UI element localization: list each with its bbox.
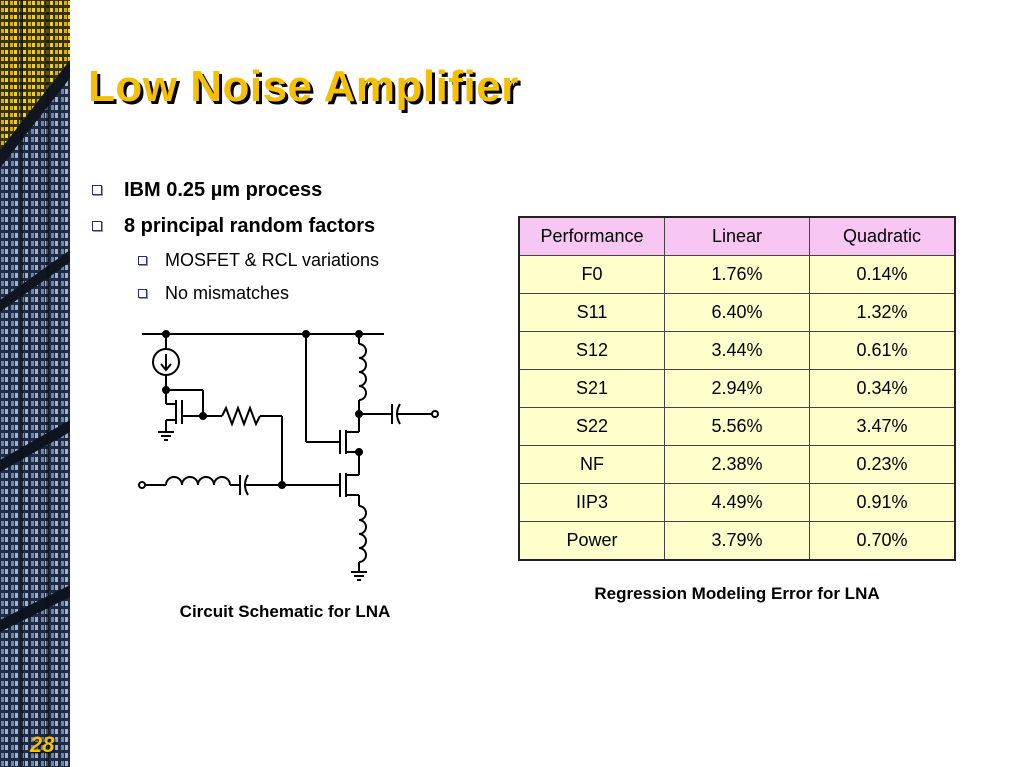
table-row xyxy=(519,370,955,408)
bullet-text: 8 principal random factors xyxy=(124,214,376,237)
bullet-square-icon xyxy=(138,289,147,298)
table-cell: S12 xyxy=(519,332,665,370)
lna-circuit-schematic xyxy=(130,320,450,590)
table-cell: 4.49% xyxy=(665,484,810,522)
table-cell: Power xyxy=(519,522,665,561)
bullet-square-icon xyxy=(92,185,102,195)
table-cell: S22 xyxy=(519,408,665,446)
bullet-list xyxy=(92,172,379,310)
bullet-square-icon xyxy=(138,256,147,265)
table-cell: 2.38% xyxy=(665,446,810,484)
bullet-item xyxy=(92,208,379,244)
table-cell: 0.61% xyxy=(810,332,956,370)
column-header: Linear xyxy=(665,217,810,256)
table-cell: S21 xyxy=(519,370,665,408)
table-row xyxy=(519,408,955,446)
table-cell: 0.14% xyxy=(810,256,956,294)
table-cell: F0 xyxy=(519,256,665,294)
bullet-text: IBM 0.25 µm process xyxy=(124,178,323,201)
bullet-item xyxy=(92,172,379,208)
table-row xyxy=(519,256,955,294)
column-header: Performance xyxy=(519,217,665,256)
table-caption: Regression Modeling Error for LNA xyxy=(594,584,880,603)
schematic-caption: Circuit Schematic for LNA xyxy=(179,602,391,621)
sub-bullet-item xyxy=(138,244,379,277)
table-cell: 5.56% xyxy=(665,408,810,446)
table-cell: 6.40% xyxy=(665,294,810,332)
table-cell: 0.91% xyxy=(810,484,956,522)
table-row xyxy=(519,294,955,332)
table-row xyxy=(519,332,955,370)
table-cell: NF xyxy=(519,446,665,484)
decorative-sidebar xyxy=(0,0,70,767)
bullet-square-icon xyxy=(92,221,102,231)
table-row xyxy=(519,446,955,484)
table-cell: S11 xyxy=(519,294,665,332)
table-cell: 3.47% xyxy=(810,408,956,446)
table-cell: 0.70% xyxy=(810,522,956,561)
chip-pattern-image xyxy=(0,0,70,767)
regression-error-table xyxy=(518,216,956,561)
table-row xyxy=(519,522,955,561)
table-header-row xyxy=(519,217,955,256)
table-cell: 1.32% xyxy=(810,294,956,332)
page-number: 28 xyxy=(30,732,55,757)
table-cell: 2.94% xyxy=(665,370,810,408)
table-cell: 3.79% xyxy=(665,522,810,561)
slide-title: Low Noise Amplifier xyxy=(88,62,519,111)
sub-bullet-text: MOSFET & RCL variations xyxy=(165,250,380,270)
table-cell: 0.34% xyxy=(810,370,956,408)
sub-bullet-text: No mismatches xyxy=(165,283,290,303)
table-cell: IIP3 xyxy=(519,484,665,522)
sub-bullet-item xyxy=(138,277,379,310)
table-cell: 1.76% xyxy=(665,256,810,294)
table-cell: 0.23% xyxy=(810,446,956,484)
column-header: Quadratic xyxy=(810,217,956,256)
table-cell: 3.44% xyxy=(665,332,810,370)
table-row xyxy=(519,484,955,522)
